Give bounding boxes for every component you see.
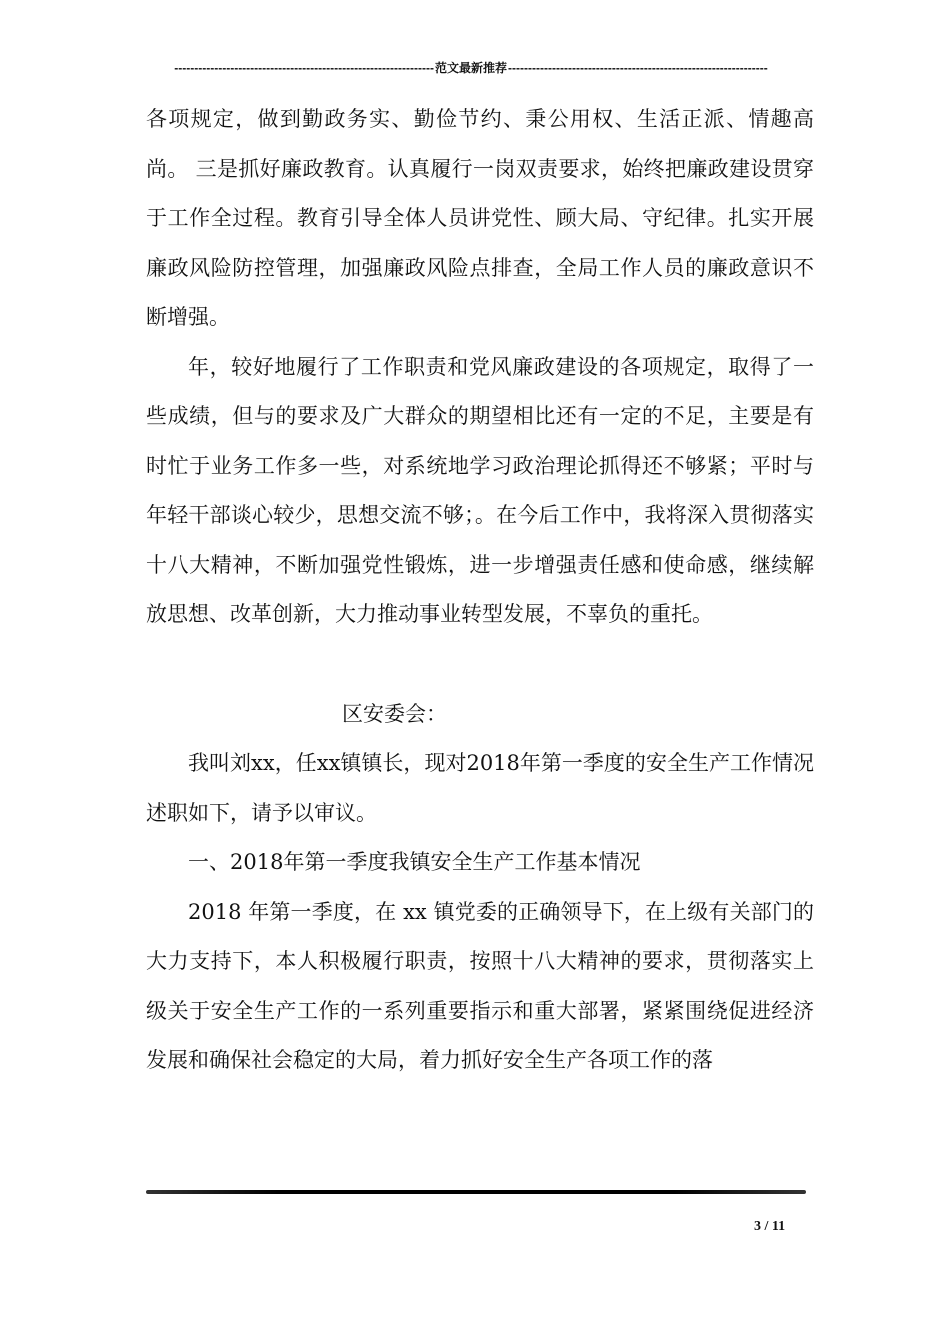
page-number: 3 / 11 [754, 1219, 786, 1234]
section-heading: 一、2018年第一季度我镇安全生产工作基本情况 [188, 850, 641, 874]
page-header [146, 58, 796, 78]
paragraph-integrity-education: 各项规定，做到勤政务实、勤俭节约、秉公用权、生活正派、情趣高尚。 三是抓好廉政教育。认真履行一岗双责要求，始终把廉政建设贯穿于工作全过程。教育引导全体人员讲党性、顾大局、守纪律。扎实开展廉政风险防控管理，加强廉政风险点排查，全局工作人员的廉政意识不断增强。 [146, 107, 814, 329]
paragraph-annual-summary: 年，较好地履行了工作职责和党风廉政建设的各项规定，取得了一些成绩，但与的要求及广大群众的期望相比还有一定的不足，主要是有时忙于业务工作多一些，对系统地学习政治理论抓得还不够紧；平时与年轻干部谈心较少，思想交流不够；。在今后工作中，我将深入贯彻落实十八大精神，不断加强党性锻炼，进一步增强责任感和使命感，继续解放思想、改革创新，大力推动事业转型发展，不辜负的重托。 [146, 354, 814, 626]
footer-divider [146, 1190, 806, 1194]
header-dashes-right: ----------------------------------------------------------------- [508, 61, 768, 75]
header-title: 范文最新推荐 [435, 61, 508, 75]
document-body [146, 95, 814, 1086]
paragraph-safety-overview: 2018 年第一季度，在 xx 镇党委的正确领导下，在上级有关部门的大力支持下，本人积极履行职责，按照十八大精神的要求，贯彻落实上级关于安全生产工作的一系列重要指示和重大部署，紧紧围绕促进经济发展和确保社会稳定的大局，着力抓好安全生产各项工作的落 [146, 899, 814, 1072]
paragraph-self-introduction: 我叫刘xx，任xx镇镇长，现对2018年第一季度的安全生产工作情况述职如下，请予以审议。 [146, 751, 814, 825]
addressee: 区安委会： [342, 701, 447, 726]
paragraph-spacer [146, 640, 814, 690]
header-dashes-left: ----------------------------------------------------------------- [174, 61, 434, 75]
